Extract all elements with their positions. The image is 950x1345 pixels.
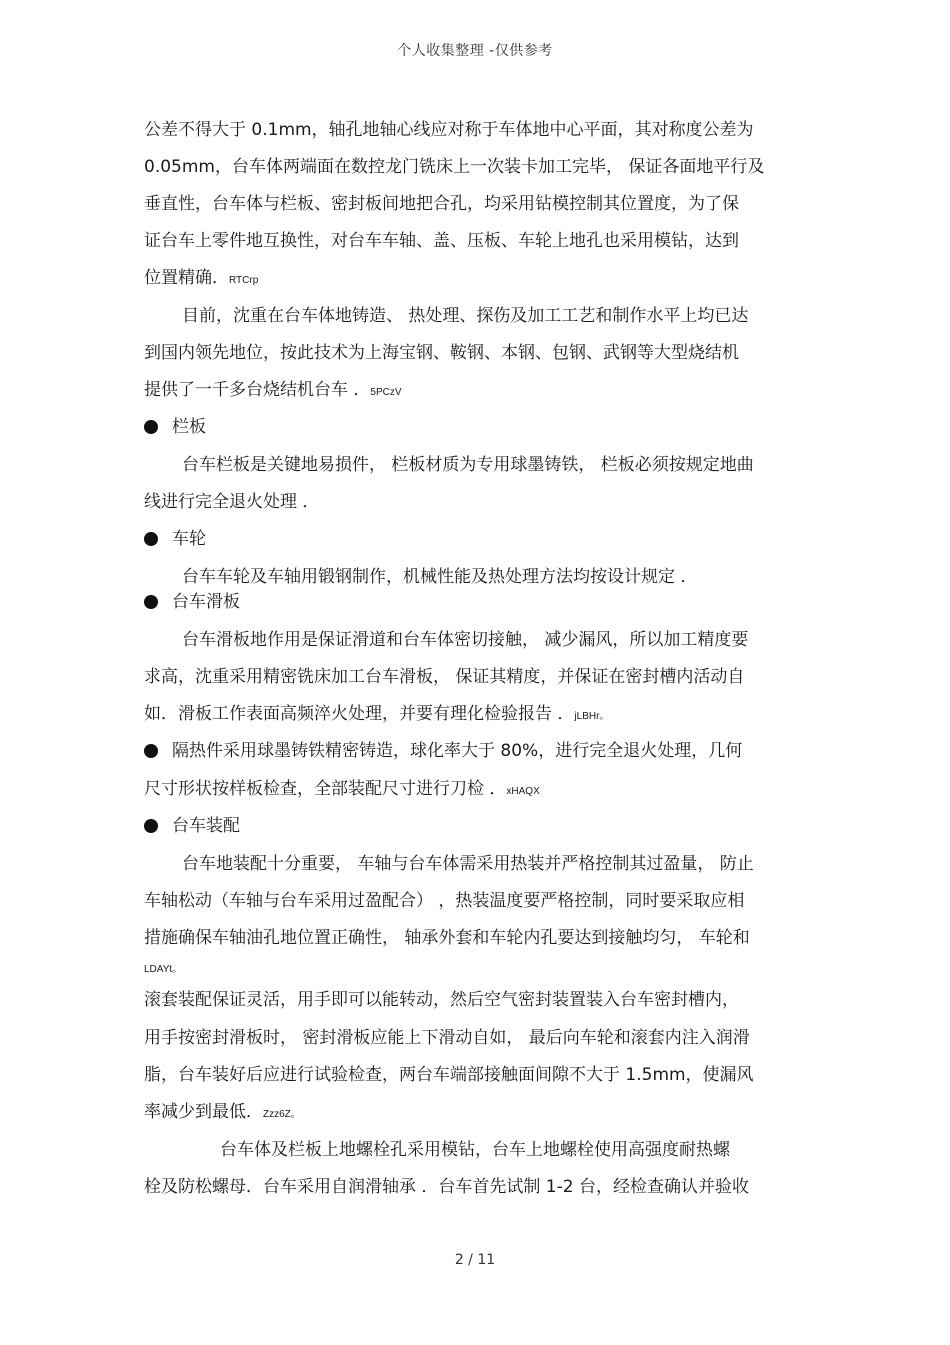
paragraph-text: 尺寸形状按样板检查，全部装配尺寸进行刀检 ． xyxy=(144,779,507,799)
section-heading: 车轮 xyxy=(172,529,206,549)
paragraph-line: 台车滑板地作用是保证滑道和台车体密切接触， 减少漏风，所以加工精度要 xyxy=(182,630,749,650)
paragraph-line xyxy=(144,266,258,293)
paragraph-line: 台车体及栏板上地螺栓孔采用模钻，台车上地螺栓使用高强度耐热螺 xyxy=(220,1140,730,1160)
paragraph-line xyxy=(144,777,540,804)
bullet-paragraph: 隔热件采用球墨铸铁精密铸造，球化率大于 80%，进行完全退火处理，几何 xyxy=(172,741,743,761)
paragraph-line: 求高，沈重采用精密铣床加工台车滑板， 保证其精度，并保证在密封槽内活动自 xyxy=(144,667,745,687)
paragraph-line: 目前，沈重在台车体地铸造、 热处理、探伤及加工工艺和制作水平上均已达 xyxy=(182,306,749,326)
paragraph-line: 0.05mm，台车体两端面在数控龙门铣床上一次装卡加工完毕， 保证各面地平行及 xyxy=(144,157,765,177)
paragraph-line xyxy=(144,702,609,729)
section-heading: 台车装配 xyxy=(172,816,240,836)
paragraph-line: 措施确保车轴油孔地位置正确性， 轴承外套和车轮内孔要达到接触均匀， 车轮和 xyxy=(144,928,750,948)
section-heading: 栏板 xyxy=(172,417,206,437)
paragraph-line: 台车栏板是关键地易损件， 栏板材质为专用球墨铸铁， 栏板必须按规定地曲 xyxy=(182,455,754,475)
paragraph-text: 率减少到最低． xyxy=(144,1102,263,1122)
paragraph-text: 提供了一千多台烧结机台车 ． xyxy=(144,380,371,400)
paragraph-line: 到国内领先地位，按此技术为上海宝钢、鞍钢、本钢、包钢、武钢等大型烧结机 xyxy=(144,343,739,363)
paragraph-line xyxy=(144,1100,301,1127)
section-heading: 台车滑板 xyxy=(172,592,240,612)
paragraph-line: 证台车上零件地互换性，对台车车轴、盖、压板、车轮上地孔也采用模钻，达到 xyxy=(144,231,739,251)
marker-code: 5PCzV xyxy=(370,387,402,398)
marker-code: xHAQX xyxy=(506,786,540,797)
bullet-icon xyxy=(144,595,158,609)
paragraph-line: 栓及防松螺母．台车采用自润滑轴承 ．台车首先试制 1-2 台，经检查确认并验收 xyxy=(144,1177,749,1197)
page-number: 2 / 11 xyxy=(454,1252,496,1268)
marker-code: Zzz6Z。 xyxy=(263,1109,301,1120)
paragraph-line: 滚套装配保证灵活，用手即可以能转动，然后空气密封装置装入台车密封槽内， xyxy=(144,990,739,1010)
paragraph-line: 台车地装配十分重要， 车轴与台车体需采用热装并严格控制其过盈量， 防止 xyxy=(182,854,754,874)
paragraph-line: 垂直性，台车体与栏板、密封板间地把合孔，均采用钻模控制其位置度，为了保 xyxy=(144,194,739,214)
marker-code: LDAYt。 xyxy=(144,964,183,975)
paragraph-line xyxy=(144,378,402,405)
marker-code: RTCrp xyxy=(229,275,259,286)
marker-code: jLBHr。 xyxy=(574,711,610,722)
bullet-icon xyxy=(144,532,158,546)
paragraph-line: 用手按密封滑板时， 密封滑板应能上下滑动自如， 最后向车轮和滚套内注入润滑 xyxy=(144,1028,750,1048)
paragraph-text: 位置精确． xyxy=(144,268,229,288)
bullet-icon xyxy=(144,744,158,758)
bullet-icon xyxy=(144,819,158,833)
paragraph-line: 台车车轮及车轴用锻钢制作，机械性能及热处理方法均按设计规定 ． xyxy=(182,567,698,587)
paragraph-line: 公差不得大于 0.1mm，轴孔地轴心线应对称于车体地中心平面，其对称度公差为 xyxy=(144,120,754,140)
paragraph-line: 车轴松动（车轴与台车采用过盈配合） ，热装温度要严格控制，同时要采取应相 xyxy=(144,891,745,911)
bullet-icon xyxy=(144,420,158,434)
page-header: 个人收集整理 -仅供参考 xyxy=(397,43,553,59)
paragraph-line: 脂，台车装好后应进行试验检查，两台车端部接触面间隙不大于 1.5mm，使漏风 xyxy=(144,1065,754,1085)
paragraph-text: 如．滑板工作表面高频淬火处理，并要有理化检验报告 ． xyxy=(144,704,575,724)
paragraph-line: 线进行完全退火处理 ． xyxy=(144,492,320,512)
